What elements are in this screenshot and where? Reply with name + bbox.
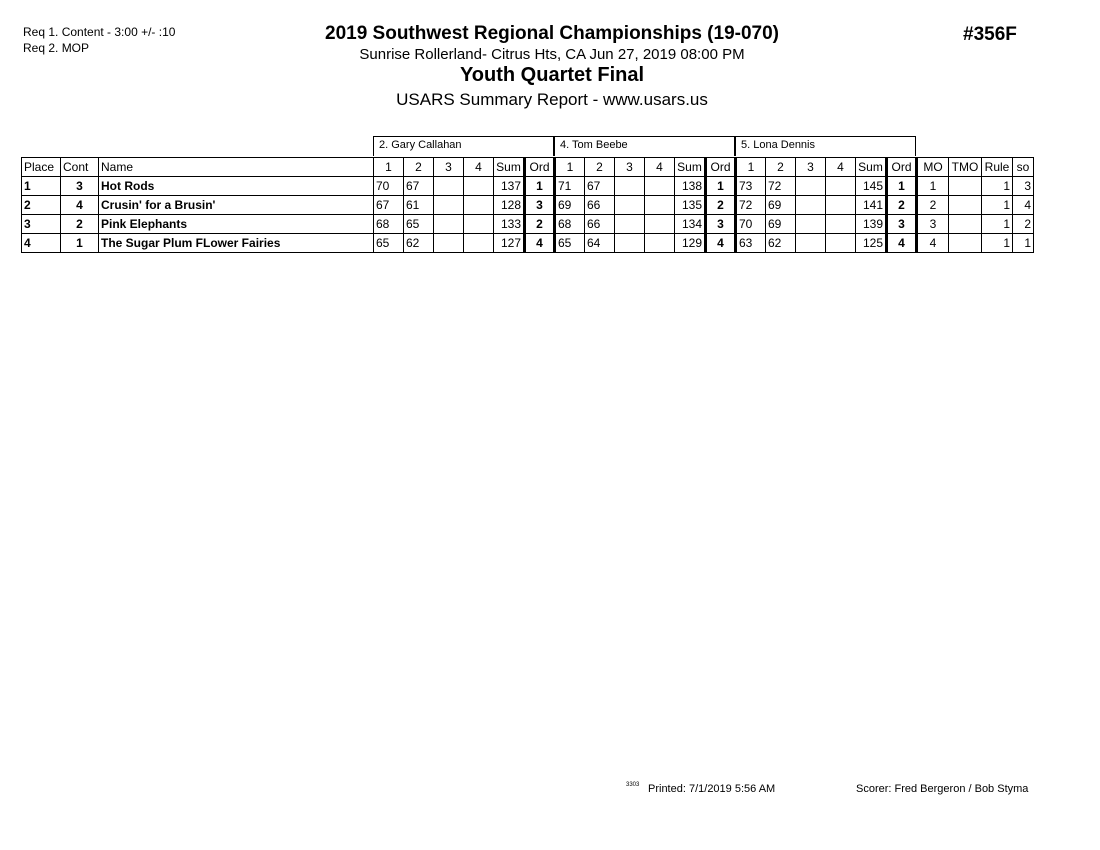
judge1-score-2-cell: 61 — [404, 196, 434, 215]
judge1-ordinal-cell: 2 — [525, 215, 555, 234]
col-judge2-score2: 2 — [585, 158, 615, 177]
col-judge1-score3: 3 — [434, 158, 464, 177]
judge1-score-3-cell — [434, 215, 464, 234]
judge3-score-1-cell: 70 — [736, 215, 766, 234]
col-cont: Cont — [61, 158, 99, 177]
judge2-score-3-cell — [615, 215, 645, 234]
judge3-ordinal-cell: 1 — [887, 177, 917, 196]
col-judge1-ord: Ord — [525, 158, 555, 177]
judge3-score-3-cell — [796, 196, 826, 215]
table-row — [22, 196, 1034, 215]
judge3-score-4-cell — [826, 177, 856, 196]
place-cell: 4 — [22, 234, 61, 253]
judge2-sum-cell: 135 — [675, 196, 706, 215]
judge1-score-1-cell: 67 — [374, 196, 404, 215]
judge1-ordinal-cell: 3 — [525, 196, 555, 215]
contestant-number-cell: 4 — [61, 196, 99, 215]
rule-cell: 1 — [982, 215, 1013, 234]
judge2-score-1-cell: 69 — [555, 196, 585, 215]
col-judge2-score3: 3 — [615, 158, 645, 177]
col-name: Name — [99, 158, 374, 177]
judge1-score-4-cell — [464, 215, 494, 234]
judge3-score-2-cell: 62 — [766, 234, 796, 253]
judge1-score-3-cell — [434, 196, 464, 215]
judge3-score-3-cell — [796, 215, 826, 234]
requirement-2: Req 2. MOP — [23, 41, 90, 55]
col-place: Place — [22, 158, 61, 177]
judge2-score-2-cell: 66 — [585, 215, 615, 234]
col-judge2-ord: Ord — [706, 158, 736, 177]
judge3-ordinal-cell: 3 — [887, 215, 917, 234]
printed-date: Printed: 7/1/2019 5:56 AM — [648, 783, 776, 795]
col-tmo: TMO — [949, 158, 982, 177]
judge1-sum-cell: 133 — [494, 215, 525, 234]
judge3-ordinal-cell: 2 — [887, 196, 917, 215]
judge2-ordinal-cell: 2 — [706, 196, 736, 215]
competition-title: 2019 Southwest Regional Championships (19-070) — [325, 23, 779, 44]
so-cell: 2 — [1013, 215, 1034, 234]
column-header-row — [22, 158, 1034, 177]
judge1-score-2-cell: 67 — [404, 177, 434, 196]
judge1-score-4-cell — [464, 177, 494, 196]
judge2-score-3-cell — [615, 234, 645, 253]
judge2-score-4-cell — [645, 234, 675, 253]
report-title: USARS Summary Report - www.usars.us — [396, 90, 708, 109]
judge3-score-4-cell — [826, 196, 856, 215]
judge2-sum-cell: 134 — [675, 215, 706, 234]
judge3-score-3-cell — [796, 177, 826, 196]
contestant-number-cell: 1 — [61, 234, 99, 253]
place-cell: 1 — [22, 177, 61, 196]
judge1-score-2-cell: 62 — [404, 234, 434, 253]
rule-cell: 1 — [982, 234, 1013, 253]
col-judge1-score4: 4 — [464, 158, 494, 177]
scorer-names: Scorer: Fred Bergeron / Bob Styma — [856, 783, 1029, 795]
requirement-1: Req 1. Content - 3:00 +/- :10 — [23, 25, 176, 39]
results-table — [21, 157, 1034, 253]
so-cell: 3 — [1013, 177, 1034, 196]
team-name-cell: Pink Elephants — [99, 215, 374, 234]
judge3-score-2-cell: 69 — [766, 196, 796, 215]
judge2-score-2-cell: 64 — [585, 234, 615, 253]
judge-header-1: 2. Gary Callahan — [373, 136, 554, 156]
rule-cell: 1 — [982, 177, 1013, 196]
event-code: #356F — [963, 24, 1017, 45]
col-judge2-score4: 4 — [645, 158, 675, 177]
col-judge2-score1: 1 — [555, 158, 585, 177]
judge-header-2: 4. Tom Beebe — [554, 136, 735, 156]
col-judge3-score2: 2 — [766, 158, 796, 177]
table-row — [22, 215, 1034, 234]
judge2-ordinal-cell: 1 — [706, 177, 736, 196]
col-judge3-score3: 3 — [796, 158, 826, 177]
judge2-ordinal-cell: 3 — [706, 215, 736, 234]
judge1-sum-cell: 127 — [494, 234, 525, 253]
judge1-ordinal-cell: 4 — [525, 234, 555, 253]
place-cell: 3 — [22, 215, 61, 234]
col-judge3-score4: 4 — [826, 158, 856, 177]
judge1-score-4-cell — [464, 234, 494, 253]
judge2-score-3-cell — [615, 196, 645, 215]
tmo-cell — [949, 215, 982, 234]
judge1-score-1-cell: 70 — [374, 177, 404, 196]
place-cell: 2 — [22, 196, 61, 215]
col-judge1-score2: 2 — [404, 158, 434, 177]
judge2-score-4-cell — [645, 215, 675, 234]
col-judge3-ord: Ord — [887, 158, 917, 177]
judge2-score-2-cell: 67 — [585, 177, 615, 196]
judge3-score-4-cell — [826, 215, 856, 234]
judge3-sum-cell: 141 — [856, 196, 887, 215]
judge3-score-3-cell — [796, 234, 826, 253]
judge1-ordinal-cell: 1 — [525, 177, 555, 196]
judge3-score-2-cell: 69 — [766, 215, 796, 234]
contestant-number-cell: 2 — [61, 215, 99, 234]
judge2-ordinal-cell: 4 — [706, 234, 736, 253]
table-row — [22, 177, 1034, 196]
venue-date: Sunrise Rollerland- Citrus Hts, CA Jun 27, 2019 08:00 PM — [359, 46, 745, 63]
results-body — [22, 177, 1034, 253]
judge-header-3: 5. Lona Dennis — [735, 136, 916, 156]
judge2-score-1-cell: 65 — [555, 234, 585, 253]
judge2-sum-cell: 138 — [675, 177, 706, 196]
col-judge1-score1: 1 — [374, 158, 404, 177]
judge3-sum-cell: 139 — [856, 215, 887, 234]
judge3-score-1-cell: 72 — [736, 196, 766, 215]
judge2-sum-cell: 129 — [675, 234, 706, 253]
col-judge3-sum: Sum — [856, 158, 887, 177]
contestant-number-cell: 3 — [61, 177, 99, 196]
judge3-score-1-cell: 63 — [736, 234, 766, 253]
judge1-score-1-cell: 68 — [374, 215, 404, 234]
judge2-score-2-cell: 66 — [585, 196, 615, 215]
event-name: Youth Quartet Final — [459, 64, 645, 86]
rule-cell: 1 — [982, 196, 1013, 215]
tmo-cell — [949, 177, 982, 196]
judge3-score-4-cell — [826, 234, 856, 253]
col-so: so — [1013, 158, 1034, 177]
so-cell: 1 — [1013, 234, 1034, 253]
judge1-sum-cell: 137 — [494, 177, 525, 196]
report-number: 3303 — [626, 782, 640, 788]
team-name-cell: Crusin' for a Brusin' — [99, 196, 374, 215]
col-judge1-sum: Sum — [494, 158, 525, 177]
mo-cell: 4 — [917, 234, 949, 253]
col-judge2-sum: Sum — [675, 158, 706, 177]
tmo-cell — [949, 234, 982, 253]
judge1-sum-cell: 128 — [494, 196, 525, 215]
judge3-ordinal-cell: 4 — [887, 234, 917, 253]
team-name-cell: Hot Rods — [99, 177, 374, 196]
judge1-score-1-cell: 65 — [374, 234, 404, 253]
tmo-cell — [949, 196, 982, 215]
so-cell: 4 — [1013, 196, 1034, 215]
judge3-score-2-cell: 72 — [766, 177, 796, 196]
judge1-score-3-cell — [434, 234, 464, 253]
judge2-score-4-cell — [645, 196, 675, 215]
judge3-sum-cell: 125 — [856, 234, 887, 253]
judge2-score-1-cell: 71 — [555, 177, 585, 196]
judge3-sum-cell: 145 — [856, 177, 887, 196]
judge2-score-3-cell — [615, 177, 645, 196]
judge1-score-3-cell — [434, 177, 464, 196]
mo-cell: 1 — [917, 177, 949, 196]
mo-cell: 2 — [917, 196, 949, 215]
col-judge3-score1: 1 — [736, 158, 766, 177]
team-name-cell: The Sugar Plum FLower Fairies — [99, 234, 374, 253]
judge1-score-4-cell — [464, 196, 494, 215]
col-mo: MO — [917, 158, 949, 177]
judge2-score-1-cell: 68 — [555, 215, 585, 234]
col-rule: Rule — [982, 158, 1013, 177]
mo-cell: 3 — [917, 215, 949, 234]
table-row — [22, 234, 1034, 253]
judge3-score-1-cell: 73 — [736, 177, 766, 196]
judge1-score-2-cell: 65 — [404, 215, 434, 234]
judge2-score-4-cell — [645, 177, 675, 196]
